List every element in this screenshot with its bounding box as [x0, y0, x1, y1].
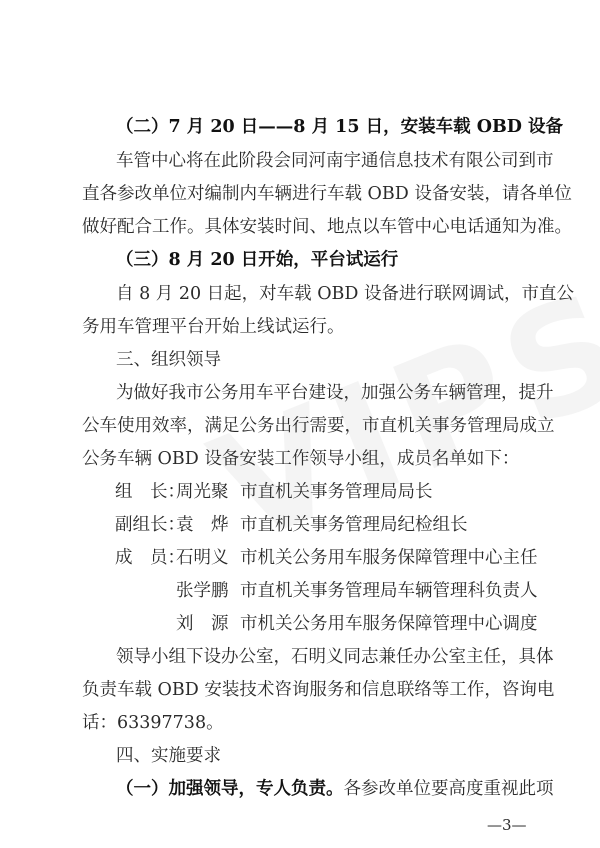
member-role: 市直机关事务管理局局长: [240, 482, 433, 502]
page-number: —3—: [487, 816, 527, 834]
paragraph-line: 做好配合工作。具体安装时间、地点以车管中心电话通知为准。: [82, 217, 572, 237]
paragraph-line: 自 8 月 20 日起，对车载 OBD 设备进行联网调试，市直公: [116, 284, 575, 304]
member-role: 市机关公务用车服务保障管理中心调度: [240, 614, 538, 634]
paragraph-line: 公务车辆 OBD 设备安装工作领导小组，成员名单如下：: [82, 449, 520, 469]
requirement-text: 各参改单位要高度重视此项: [343, 779, 554, 799]
member-name: 张学鹏: [176, 581, 229, 601]
paragraph-line: 话：63397738。: [82, 713, 224, 733]
member-name: 周光聚: [176, 482, 229, 502]
paragraph-line: [116, 778, 600, 800]
member-role: 市机关公务用车服务保障管理中心主任: [240, 548, 538, 568]
paragraph-line: 公车使用效率，满足公务出行需要，市直机关事务管理局成立: [82, 416, 555, 436]
requirement-subheading: （一）加强领导，专人负责。: [116, 779, 344, 799]
requirements-heading: 四、实施要求: [116, 746, 221, 766]
paragraph-line: 为做好我市公务用车平台建设，加强公务车辆管理，提升: [116, 383, 554, 403]
member-name: 刘 源: [176, 614, 229, 634]
member-label: 成 员：: [115, 548, 185, 568]
paragraph-line: 务用车管理平台开始上线试运行。: [82, 317, 345, 337]
step2-heading: （二）7 月 20 日——8 月 15 日，安装车载 OBD 设备: [116, 117, 564, 137]
member-role: 市直机关事务管理局纪检组长: [240, 515, 468, 535]
member-role: 市直机关事务管理局车辆管理科负责人: [240, 581, 538, 601]
org-heading: 三、组织领导: [116, 350, 221, 370]
member-name: 石明义: [176, 548, 229, 568]
paragraph-line: 领导小组下设办公室，石明义同志兼任办公室主任，具体: [116, 647, 554, 667]
member-label: 组 长：: [115, 482, 185, 502]
paragraph-line: 车管中心将在此阶段会同河南宇通信息技术有限公司到市: [116, 151, 554, 171]
member-name: 袁 烨: [176, 515, 229, 535]
member-label: 副组长：: [115, 515, 185, 535]
paragraph-line: 直各参改单位对编制内车辆进行车载 OBD 设备安装，请各单位: [82, 184, 572, 204]
paragraph-line: 负责车载 OBD 安装技术咨询服务和信息联络等工作，咨询电: [82, 680, 555, 700]
step3-heading: （三）8 月 20 日开始，平台试运行: [116, 250, 399, 270]
